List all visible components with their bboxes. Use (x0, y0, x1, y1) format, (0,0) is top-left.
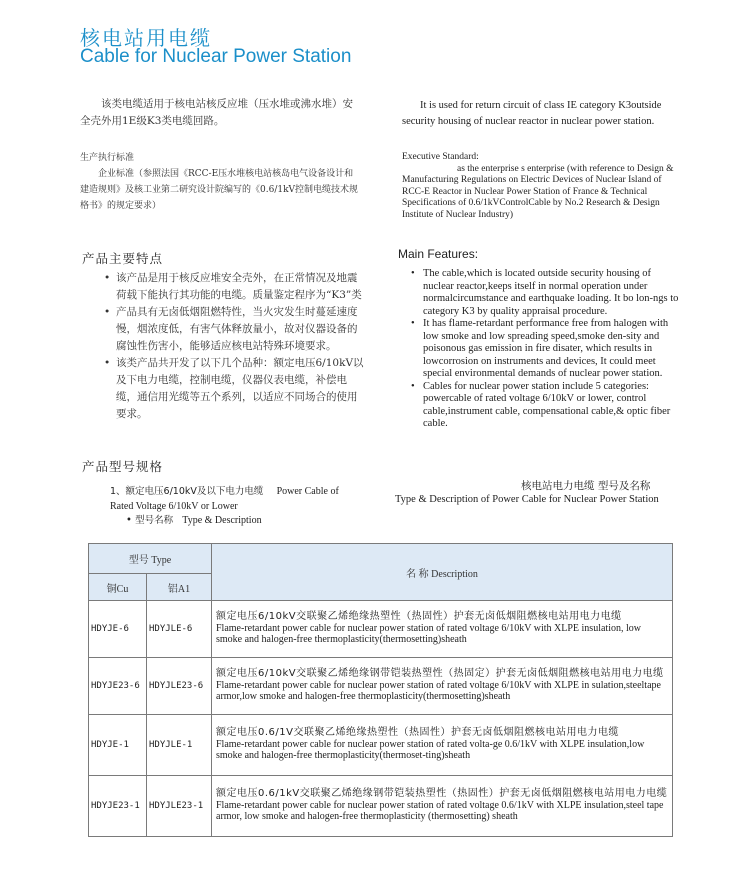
table-row (89, 715, 673, 776)
al-model: HDYJLE-1 (147, 715, 212, 776)
standard-en-text-2: Manufacturing Regulations on Electric Devices of Nuclear Island of RCC-E Reactor in Nuclear Power Station of France & Technical Specifications of 0.6/1kVControlCable by No.2 Research & Design Institute of Nuclear Industry) (402, 175, 662, 220)
features-heading-en: Main Features: (398, 247, 479, 261)
spec-heading-cn: 产品型号规格 (82, 459, 164, 474)
features-heading-cn: 产品主要特点 (82, 251, 164, 266)
cu-header: 铜Cu (89, 574, 147, 601)
description-en: Flame-retardant power cable for nuclear power station of rated voltage 0.6/1kV with XLPE insulation,steel tape armor, low smoke and halogen-free thermoplasticity (thermosetting) sheath (216, 799, 664, 823)
al-header: 铝A1 (147, 574, 212, 601)
al-model: HDYJLE23-1 (147, 776, 212, 837)
spec-sub-en: Power Cable of Rated Voltage 6/10kV or Lower (110, 486, 339, 512)
feature-cn-item: • 该产品是用于核反应堆安全壳外，在正常情况及地震荷载下能执行其功能的电缆。质量鉴定程序为“K3”类 (104, 270, 366, 304)
table-row (89, 601, 673, 658)
feature-cn-item: • 该类产品共开发了以下几个品种：额定电压6/10kV以及下电力电缆，控制电缆，仪器仪表电缆，补偿电缆，通信用光缆等五个系列，以适应不同场合的使用要求。 (104, 355, 366, 423)
page-title-cn: 核电站用电缆 (80, 26, 212, 50)
intro-en: It is used for return circuit of class IE category K3outside security housing of nuclear reactor in nuclear power station. (402, 100, 662, 127)
standard-en-text-1: as the enterprise s enterprise (with reference to Design & (457, 163, 674, 174)
cu-model: HDYJE-1 (89, 715, 147, 776)
cu-model: HDYJE23-1 (89, 776, 147, 837)
standard-cn-text: 企业标准（参照法国《RCC-E压水堆核电站核岛电气设备设计和建造规则》及核工业第二研究设计院编写的《0.6/1kV控制电缆技术规格书》的规定要求） (80, 169, 359, 211)
row-description (212, 601, 673, 658)
page-title-en: Cable for Nuclear Power Station (80, 46, 352, 67)
cu-model: HDYJE-6 (89, 601, 147, 658)
description-cn: 额定电压0.6/1kV交联聚乙烯绝缘钢带铠装热塑性（热固性）护套无卤低烟阻燃核电站用电力电缆 (216, 788, 668, 800)
standard-cn-label: 生产执行标准 (80, 153, 135, 163)
model-label: • 型号名称 Type & Description (126, 515, 262, 526)
model-label-cn: 型号名称 (135, 515, 174, 526)
row-description (212, 658, 673, 715)
type-description-table (88, 543, 673, 837)
description-en: Flame-retardant power cable for nuclear power station of rated voltage 6/10kV with XLPE insulation, low smoke and halogen-free thermoplasticity(thermosetting)sheath (216, 622, 641, 646)
feature-en-item: • It has flame-retardant performance free from halogen with low smoke and low spreading speed,smoke den-sity and poisonous gas emission in fire disater, which results in lowcorrosion on instruments and devices, It could meet special environmental demands of nuclear power station. (411, 318, 683, 381)
spec-right-en: Type & Description of Power Cable for Nuclear Power Station (395, 494, 659, 505)
row-description (212, 715, 673, 776)
spec-right-cn: 核电站电力电缆 型号及名称 (521, 480, 651, 492)
description-cn: 额定电压0.6/1V交联聚乙烯绝缘热塑性（热固性）护套无卤低烟阻燃核电站用电力电缆 (216, 727, 619, 739)
standard-cn-block (80, 150, 360, 214)
table-row (89, 776, 673, 837)
description-cn: 额定电压6/10kV交联聚乙烯绝缘钢带铠装热塑性（热固定）护套无卤低烟阻燃核电站用电力电缆 (216, 668, 664, 680)
standard-en-label: Executive Standard: (402, 152, 479, 162)
spec-sub-cn: 1、额定电压6/10kV及以下电力电缆 (110, 486, 264, 497)
spec-subheading (110, 484, 350, 514)
description-header: 名 称 Description (212, 544, 673, 601)
row-description (212, 776, 673, 837)
features-en-list (411, 268, 683, 431)
feature-en-item: • Cables for nuclear power station include 5 categories: powercable of rated voltage 6/10kV or lower, control cable,instrument cable, compensational cable,& optic fiber cable. (411, 381, 683, 431)
al-model: HDYJLE-6 (147, 601, 212, 658)
feature-en-item: • The cable,which is located outside security housing of nuclear reactor,keeps itself in normal operation under normalcircumstance and earthquake loading. It bo lon-ngs to category K3 by quality appraisal procedure. (411, 268, 683, 318)
table-row (89, 658, 673, 715)
description-cn: 额定电压6/10kV交联聚乙烯绝缘热塑性（热固性）护套无卤低烟阻燃核电站用电力电缆 (216, 611, 622, 623)
description-en: Flame-retardant power cable for nuclear power station of rated voltage 6/10kV with XLPE in sulation,steeltape armor,low smoke and halogen-free thermoplasticity(thermosetting)sheath (216, 679, 661, 703)
standard-en-block (402, 152, 682, 221)
feature-cn-item: • 产品具有无卤低烟阻燃特性，当火灾发生时蔓延速度慢，烟浓度低，有害气体释放量小，故对仪器设备的腐蚀性伤害小，能够适应核电站特殊环境要求。 (104, 304, 366, 355)
al-model: HDYJLE23-6 (147, 658, 212, 715)
intro-cn: 该类电缆适用于核电站核反应堆（压水堆或沸水堆）安全壳外用1E级K3类电缆回路。 (80, 98, 353, 127)
features-cn-list (104, 270, 366, 423)
description-en: Flame-retardant power cable for nuclear power station of rated volta-ge 0.6/1kV with XLPE insulation,low smoke and halogen-free thermoplasticity(thermoset-ting)sheath (216, 738, 645, 762)
type-header: 型号 Type (89, 544, 212, 574)
cu-model: HDYJE23-6 (89, 658, 147, 715)
model-label-en: Type & Description (182, 515, 262, 526)
